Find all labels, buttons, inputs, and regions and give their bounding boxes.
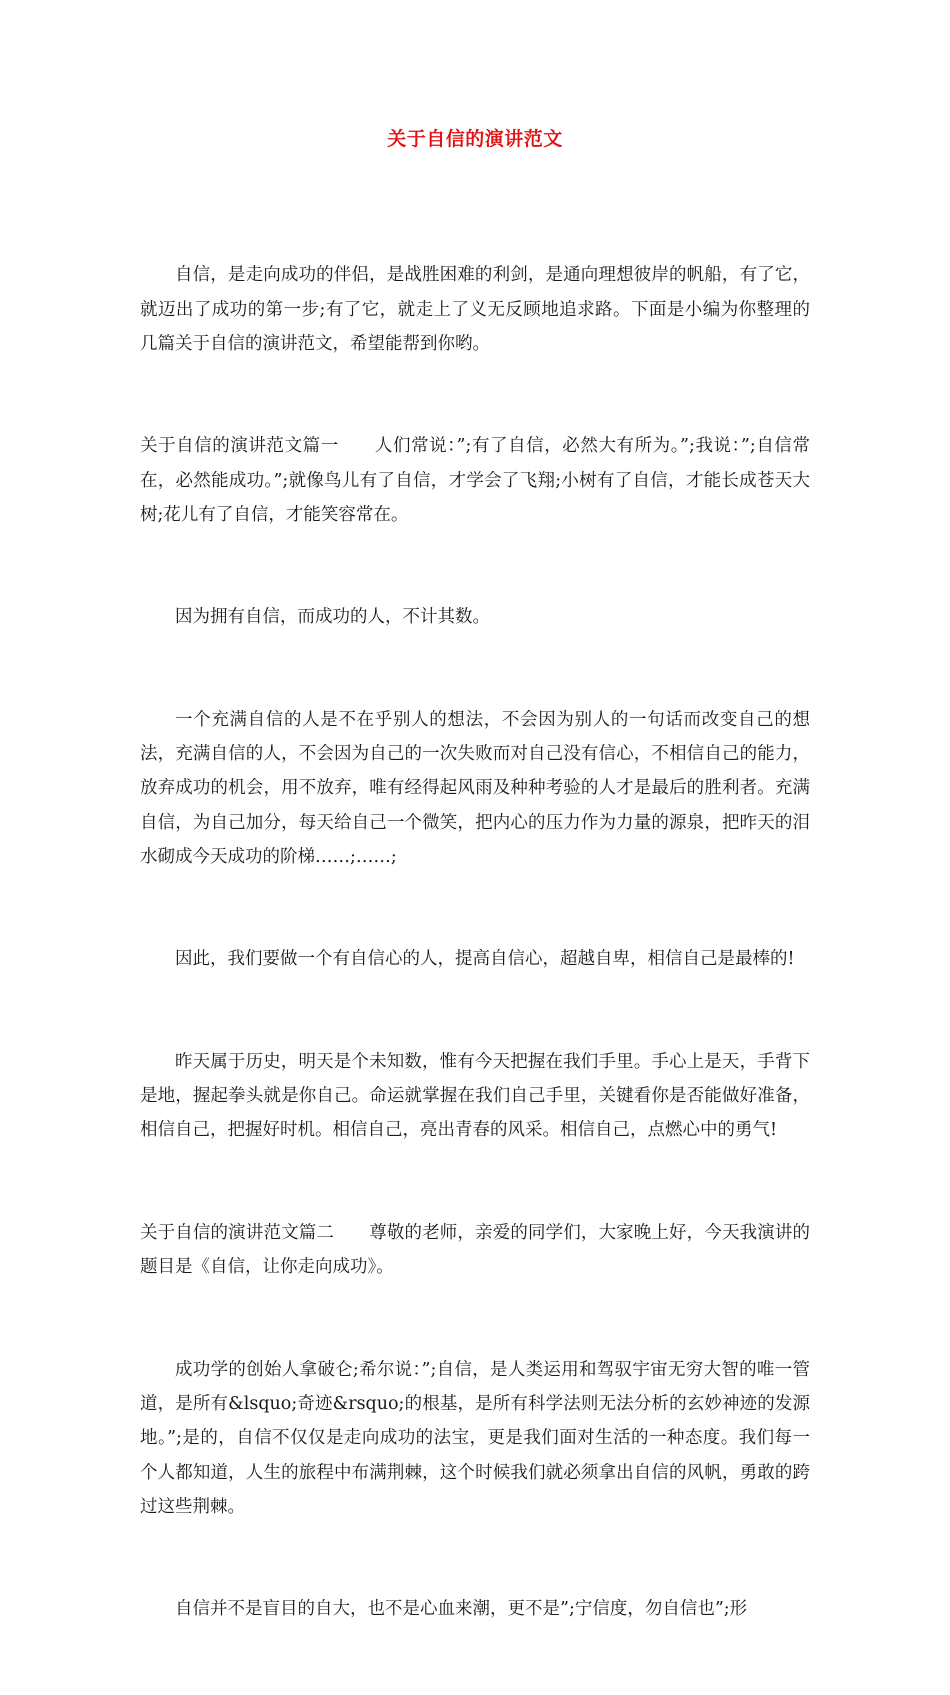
paragraph: 成功学的创始人拿破仑;希尔说：”;自信，是人类运用和驾驭宇宙无穷大智的唯一管道，是所有&lsquo;奇迹&rsquo;的根基，是所有科学法则无法分析的玄妙神迹的发源地。”;是的，自信不仅仅是走向成功的法宝，更是我们面对生活的一种态度。我们每一个人都知道，人生的旅程中布满荆棘，这个时候我们就必须拿出自信的风帆，勇敢的跨过这些荆棘。 (140, 1359, 810, 1517)
paragraph: 自信并不是盲目的自大，也不是心血来潮，更不是”;宁信度，勿自信也”;形 (175, 1599, 748, 1620)
document-body (140, 190, 810, 1695)
paragraph: 因为拥有自信，而成功的人，不计其数。 (175, 607, 490, 628)
paragraph: 昨天属于历史，明天是个未知数，惟有今天把握在我们手里。手心上是天，手背下是地，握起拳头就是你自己。命运就掌握在我们自己手里，关键看你是否能做好准备，相信自己，把握好时机。相信自己，亮出青春的风采。相信自己，点燃心中的勇气! (140, 1052, 810, 1141)
paragraph-section-two: 关于自信的演讲范文篇二 尊敬的老师，亲爱的同学们，大家晚上好，今天我演讲的题目是《自信，让你走向成功》。 (140, 1223, 810, 1278)
paragraph: 因此，我们要做一个有自信心的人，提高自信心，超越自卑，相信自己是最棒的! (175, 949, 795, 970)
paragraph: 一个充满自信的人是不在乎别人的想法，不会因为别人的一句话而改变自己的想法，充满自信的人，不会因为自己的一次失败而对自己没有信心，不相信自己的能力，放弃成功的机会，用不放弃，唯有经得起风雨及种种考验的人才是最后的胜利者。充满自信，为自己加分，每天给自己一个微笑，把内心的压力作为力量的源泉，把昨天的泪水砌成今天成功的阶梯……;……; (140, 710, 810, 867)
paragraph-intro: 自信，是走向成功的伴侣，是战胜困难的利剑，是通向理想彼岸的帆船，有了它，就迈出了成功的第一步;有了它，就走上了义无反顾地追求路。下面是小编为你整理的几篇关于自信的演讲范文，希望能帮到你哟。 (140, 265, 810, 354)
paragraph-section-one: 关于自信的演讲范文篇一 人们常说：”;有了自信，必然大有所为。”;我说：”;自信常在，必然能成功。”;就像鸟儿有了自信，才学会了飞翔;小树有了自信，才能长成苍天大树;花儿有了自信，才能笑容常在。 (140, 436, 810, 525)
document-title: 关于自信的演讲范文 (387, 128, 563, 150)
